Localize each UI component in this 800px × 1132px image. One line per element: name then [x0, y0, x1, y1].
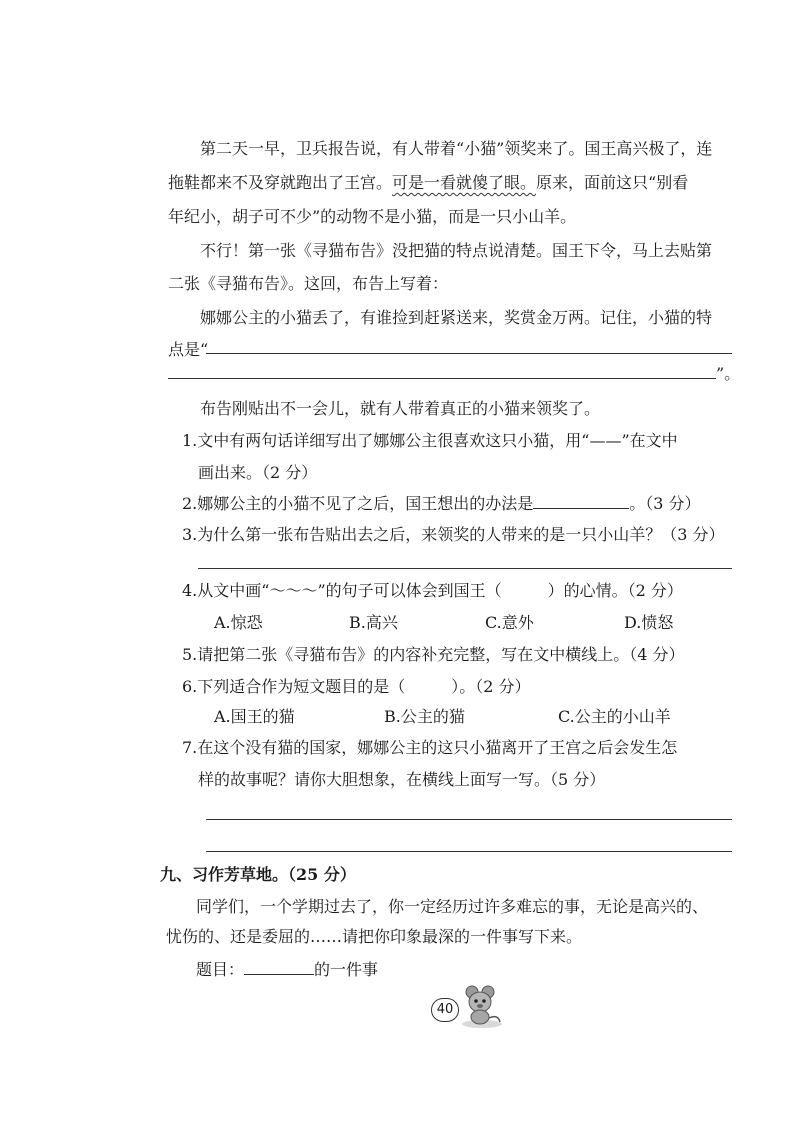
story-line: 不行！第一张《寻猫布告》没把猫的特点说清楚。国王下令，马上去贴第 [200, 241, 713, 260]
answer-blank-line[interactable] [168, 378, 716, 379]
cartoon-mouse-icon [458, 984, 506, 1030]
question-4-points: ）的心情。（2 分） [547, 581, 683, 600]
answer-blank[interactable] [533, 492, 629, 509]
answer-line[interactable] [206, 851, 732, 852]
question-7: 7.在这个没有猫的国家，娜娜公主的这只小猫离开了王宫之后会发生怎 [182, 738, 678, 757]
option-c: C.公主的小山羊 [558, 707, 671, 726]
section-heading: 九、习作芳草地。（25 分） [160, 865, 356, 884]
question-6-points: ）。（2 分） [451, 677, 531, 696]
option-c: C.意外 [485, 613, 534, 632]
section-prompt: 同学们，一个学期过去了，你一定经历过许多难忘的事，无论是高兴的、 [196, 897, 709, 916]
option-b: B.高兴 [349, 613, 398, 632]
question-2-points: 。（3 分） [629, 494, 701, 513]
story-line: 二张《寻猫布告》。这回，布告上写着： [168, 274, 449, 293]
essay-title-label: 题目： [196, 960, 245, 979]
story-line: 第二天一早，卫兵报告说，有人带着“小猫”领奖来了。国王高兴极了，连 [200, 139, 713, 158]
essay-title-suffix: 的一件事 [314, 960, 379, 979]
question-2 [182, 492, 701, 515]
question-2-text: 2.娜娜公主的小猫不见了之后，国王想出的办法是 [182, 494, 534, 513]
notice-closing: ”。 [716, 364, 741, 383]
story-line: 布告刚贴出不一会儿，就有人带着真正的小猫来领奖了。 [200, 399, 601, 418]
option-d: D.愤怒 [624, 613, 674, 632]
wavy-underlined-sentence: 可是一看就傻了眼。 [392, 173, 537, 192]
essay-title-line [196, 958, 378, 981]
question-1-cont: 画出来。（2 分） [198, 463, 318, 482]
option-a: A.惊恐 [214, 613, 263, 632]
question-4 [182, 580, 683, 602]
notice-line: 点是“ [168, 340, 209, 359]
answer-blank-line[interactable] [206, 353, 732, 354]
question-1: 1.文中有两句话详细写出了娜娜公主很喜欢这只小猫，用“——”在文中 [182, 431, 678, 450]
question-3: 3.为什么第一张布告贴出去之后，来领奖的人带来的是一只小山羊？（3 分） [182, 525, 725, 544]
option-a: A.国王的猫 [214, 707, 295, 726]
story-text: 原来，面前这只“别看 [536, 173, 689, 192]
story-text: 拖鞋都来不及穿就跑出了王宫。 [168, 173, 393, 192]
essay-title-blank[interactable] [244, 958, 314, 975]
option-b: B.公主的猫 [384, 707, 465, 726]
question-6 [182, 676, 531, 698]
story-line: 年纪小，胡子可不少”的动物不是小猫，而是一只小山羊。 [168, 207, 577, 226]
question-4-text: 4.从文中画“～～～”的句子可以体会到国王（ [182, 581, 502, 600]
story-line [168, 172, 688, 194]
question-5: 5.请把第二张《寻猫布告》的内容补充完整，写在文中横线上。（4 分） [182, 645, 685, 664]
section-prompt: 忧伤的、还是委屈的……请把你印象最深的一件事写下来。 [166, 927, 583, 946]
question-7-cont: 样的故事呢？请你大胆想象，在横线上面写一写。（5 分） [198, 770, 606, 789]
question-6-text: 6.下列适合作为短文题目的是（ [182, 677, 406, 696]
answer-line[interactable] [198, 568, 732, 569]
page-number: 40 [431, 998, 459, 1022]
answer-line[interactable] [206, 819, 732, 820]
notice-line: 娜娜公主的小猫丢了，有谁捡到赶紧送来，奖赏金万两。记住，小猫的特 [200, 308, 713, 327]
